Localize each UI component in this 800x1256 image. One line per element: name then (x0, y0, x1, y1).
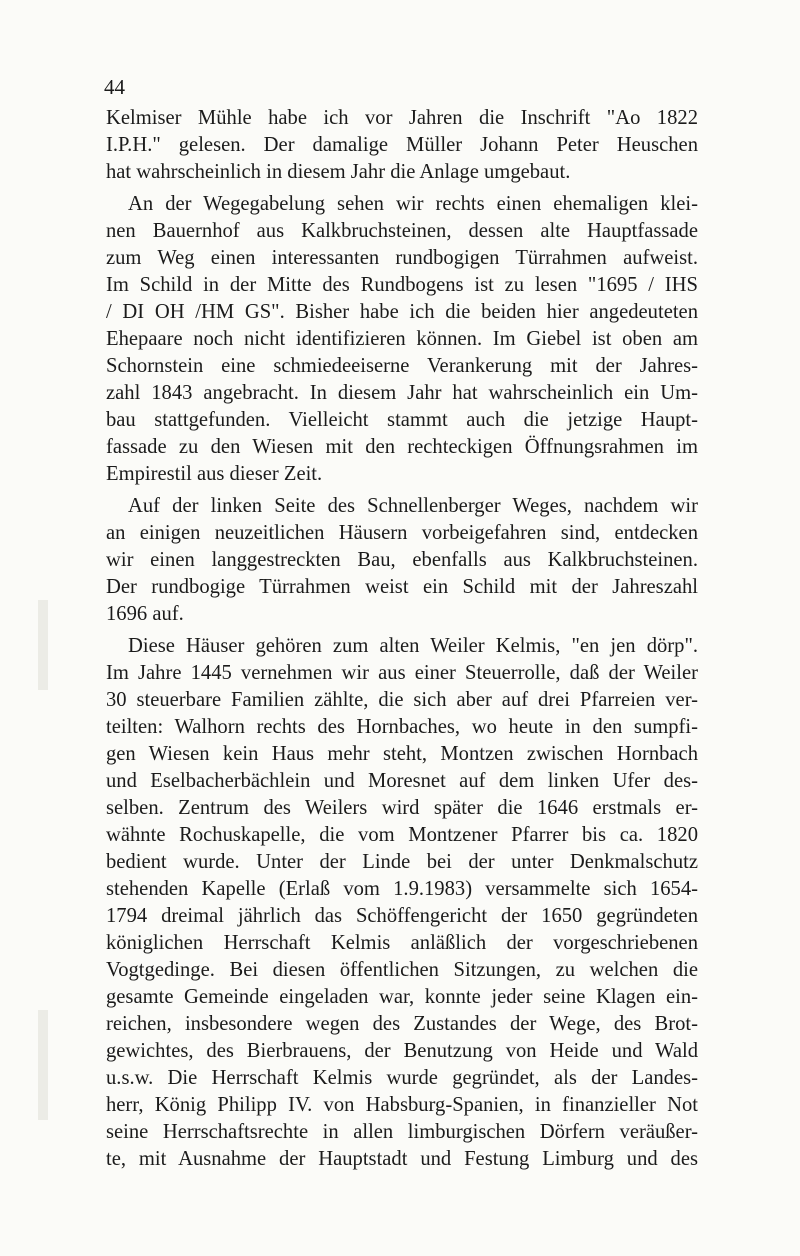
text-line: 30 steuerbare Familien zählte, die sich aber auf drei Pfarreien ver- (106, 689, 698, 711)
text-line: reichen, insbesondere wegen des Zustandes der Wege, des Brot- (106, 1013, 698, 1035)
text-line: Empirestil aus dieser Zeit. (106, 463, 323, 485)
text-line: zahl 1843 angebracht. In diesem Jahr hat wahrscheinlich ein Um- (106, 382, 698, 404)
page-number: 44 (104, 75, 125, 99)
text-line: te, mit Ausnahme der Hauptstadt und Festung Limburg und des (106, 1148, 698, 1170)
text-line: Schornstein eine schmiedeeiserne Verankerung mit der Jahres- (106, 355, 698, 377)
text-line: Der rundbogige Türrahmen weist ein Schild mit der Jahreszahl (106, 576, 698, 598)
text-line: seine Herrschaftsrechte in allen limburgischen Dörfern veräußer- (106, 1121, 698, 1143)
text-line: teilten: Walhorn rechts des Hornbaches, wo heute in den sumpfi- (106, 716, 698, 738)
text-line: Ehepaare noch nicht identifizieren können. Im Giebel ist oben am (106, 328, 698, 350)
text-line: wähnte Rochuskapelle, die vom Montzener Pfarrer bis ca. 1820 (106, 824, 698, 846)
body-text (106, 105, 698, 1173)
text-line: 1696 auf. (106, 603, 184, 625)
text-line: wir einen langgestreckten Bau, ebenfalls aus Kalkbruchsteinen. (106, 549, 698, 571)
text-line: Auf der linken Seite des Schnellenberger Weges, nachdem wir (128, 495, 698, 517)
text-line: zum Weg einen interessanten rundbogigen Türrahmen aufweist. (106, 247, 698, 269)
text-line: u.s.w. Die Herrschaft Kelmis wurde gegründet, als der Landes- (106, 1067, 698, 1089)
text-line: an einigen neuzeitlichen Häusern vorbeigefahren sind, entdecken (106, 522, 698, 544)
text-line: Im Schild in der Mitte des Rundbogens ist zu lesen "1695 / IHS (106, 274, 698, 296)
text-line: Kelmiser Mühle habe ich vor Jahren die Inschrift "Ao 1822 (106, 107, 698, 129)
text-line: selben. Zentrum des Weilers wird später die 1646 erstmals er- (106, 797, 698, 819)
text-line: stehenden Kapelle (Erlaß vom 1.9.1983) versammelte sich 1654- (106, 878, 698, 900)
text-line: / DI OH /HM GS". Bisher habe ich die beiden hier angedeuteten (106, 301, 698, 323)
text-line: nen Bauernhof aus Kalkbruchsteinen, dessen alte Hauptfassade (106, 220, 698, 242)
text-line: Im Jahre 1445 vernehmen wir aus einer Steuerrolle, daß der Weiler (106, 662, 698, 684)
text-line: gesamte Gemeinde eingeladen war, konnte jeder seine Klagen ein- (106, 986, 698, 1008)
margin-shadow (38, 600, 48, 690)
text-line: I.P.H." gelesen. Der damalige Müller Johann Peter Heuschen (106, 134, 698, 156)
text-line: Diese Häuser gehören zum alten Weiler Kelmis, "en jen dörp". (128, 635, 698, 657)
text-line: hat wahrscheinlich in diesem Jahr die Anlage umgebaut. (106, 161, 571, 183)
text-line: fassade zu den Wiesen mit den rechteckigen Öffnungsrahmen im (106, 436, 698, 458)
text-line: königlichen Herrschaft Kelmis anläßlich der vorgeschriebenen (106, 932, 698, 954)
text-line: gewichtes, des Bierbrauens, der Benutzung von Heide und Wald (106, 1040, 698, 1062)
text-line: An der Wegegabelung sehen wir rechts einen ehemaligen klei- (128, 193, 698, 215)
text-line: Vogtgedinge. Bei diesen öffentlichen Sitzungen, zu welchen die (106, 959, 698, 981)
text-line: herr, König Philipp IV. von Habsburg-Spanien, in finanzieller Not (106, 1094, 698, 1116)
text-line: 1794 dreimal jährlich das Schöffengericht der 1650 gegründeten (106, 905, 698, 927)
margin-shadow (38, 1010, 48, 1120)
text-line: bau stattgefunden. Vielleicht stammt auch die jetzige Haupt- (106, 409, 698, 431)
text-line: und Eselbacherbächlein und Moresnet auf dem linken Ufer des- (106, 770, 698, 792)
text-line: gen Wiesen kein Haus mehr steht, Montzen zwischen Hornbach (106, 743, 698, 765)
text-line: bedient wurde. Unter der Linde bei der unter Denkmalschutz (106, 851, 698, 873)
